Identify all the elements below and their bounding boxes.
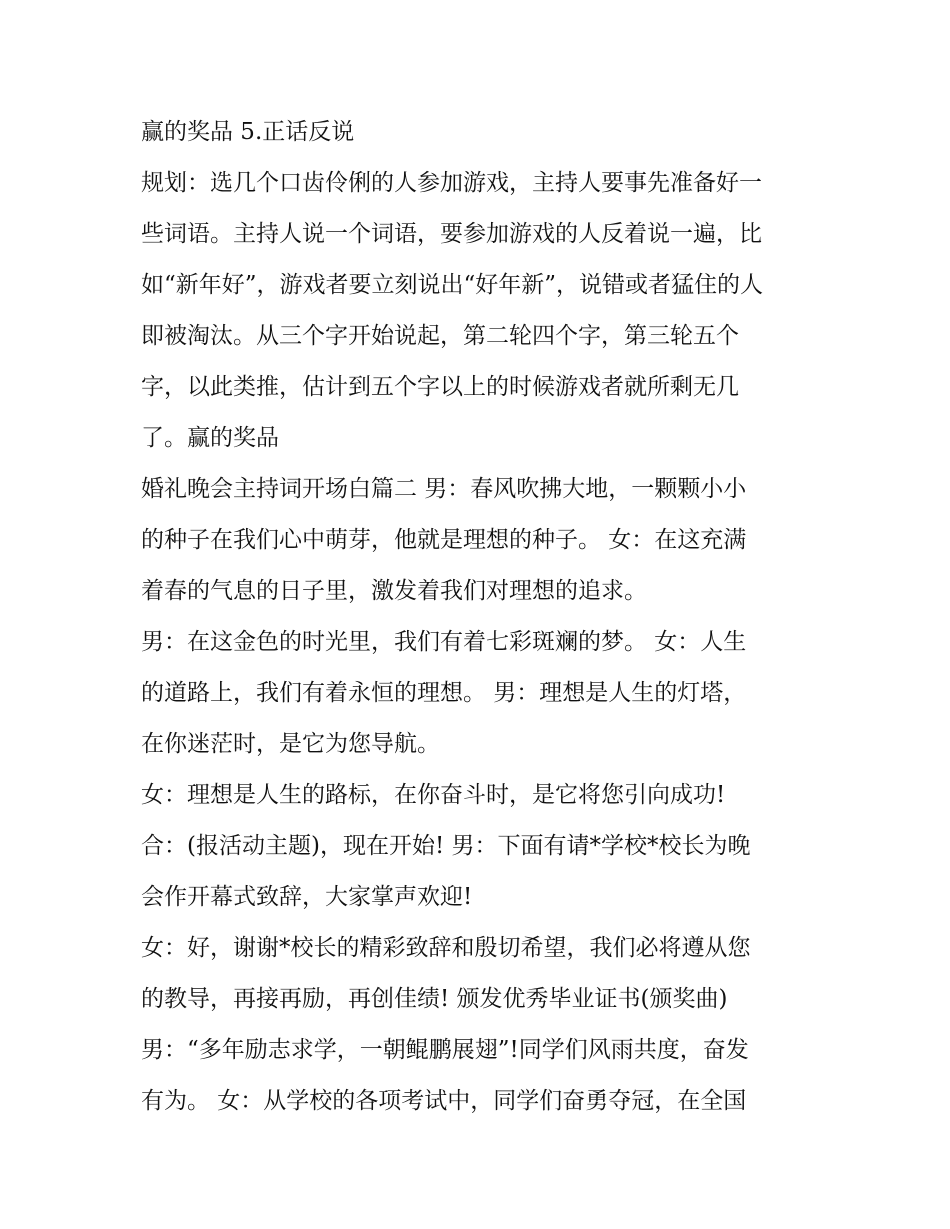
text-line: 些词语。主持人说一个词语，要参加游戏的人反着说一遍，比 <box>141 221 762 247</box>
text-line: 的教导，再接再励，再创佳绩! 颁发优秀毕业证书(颁奖曲) <box>141 986 728 1012</box>
text-line: 的道路上，我们有着永恒的理想。 男：理想是人生的灯塔， <box>141 680 747 706</box>
text-line: 男：“多年励志求学，一朝鲲鹏展翅”!同学们风雨共度，奋发 <box>141 1037 749 1063</box>
text-line: 婚礼晚会主持词开场白篇二 男：春风吹拂大地，一颗颗小小 <box>141 476 747 502</box>
text-line: 男：在这金色的时光里，我们有着七彩斑斓的梦。 女：人生 <box>141 629 747 655</box>
text-line: 在你迷茫时，是它为您导航。 <box>141 731 440 757</box>
text-line: 赢的奖品 5.正话反说 <box>141 119 355 145</box>
text-line: 合：(报活动主题)，现在开始! 男：下面有请*学校*校长为晚 <box>141 833 751 859</box>
text-line: 会作开幕式致辞，大家掌声欢迎! <box>141 884 473 910</box>
text-line: 有为。 女：从学校的各项考试中，同学们奋勇夺冠，在全国 <box>141 1088 747 1114</box>
text-line: 字，以此类推，估计到五个字以上的时候游戏者就所剩无几 <box>141 374 739 400</box>
text-line: 如“新年好”，游戏者要立刻说出“好年新”，说错或者猛住的人 <box>141 272 764 298</box>
text-line: 规划：选几个口齿伶俐的人参加游戏，主持人要事先准备好一 <box>141 170 762 196</box>
text-line: 女：理想是人生的路标，在你奋斗时，是它将您引向成功! <box>141 782 726 808</box>
text-line: 了。赢的奖品 <box>141 425 279 451</box>
text-line: 即被淘汰。从三个字开始说起，第二轮四个字，第三轮五个 <box>141 323 739 349</box>
text-line: 女：好，谢谢*校长的精彩致辞和殷切希望，我们必将遵从您 <box>141 935 751 961</box>
text-line: 的种子在我们心中萌芽，他就是理想的种子。 女：在这充满 <box>141 527 747 553</box>
text-line: 着春的气息的日子里，激发着我们对理想的追求。 <box>141 578 647 604</box>
document-body <box>141 107 831 1127</box>
